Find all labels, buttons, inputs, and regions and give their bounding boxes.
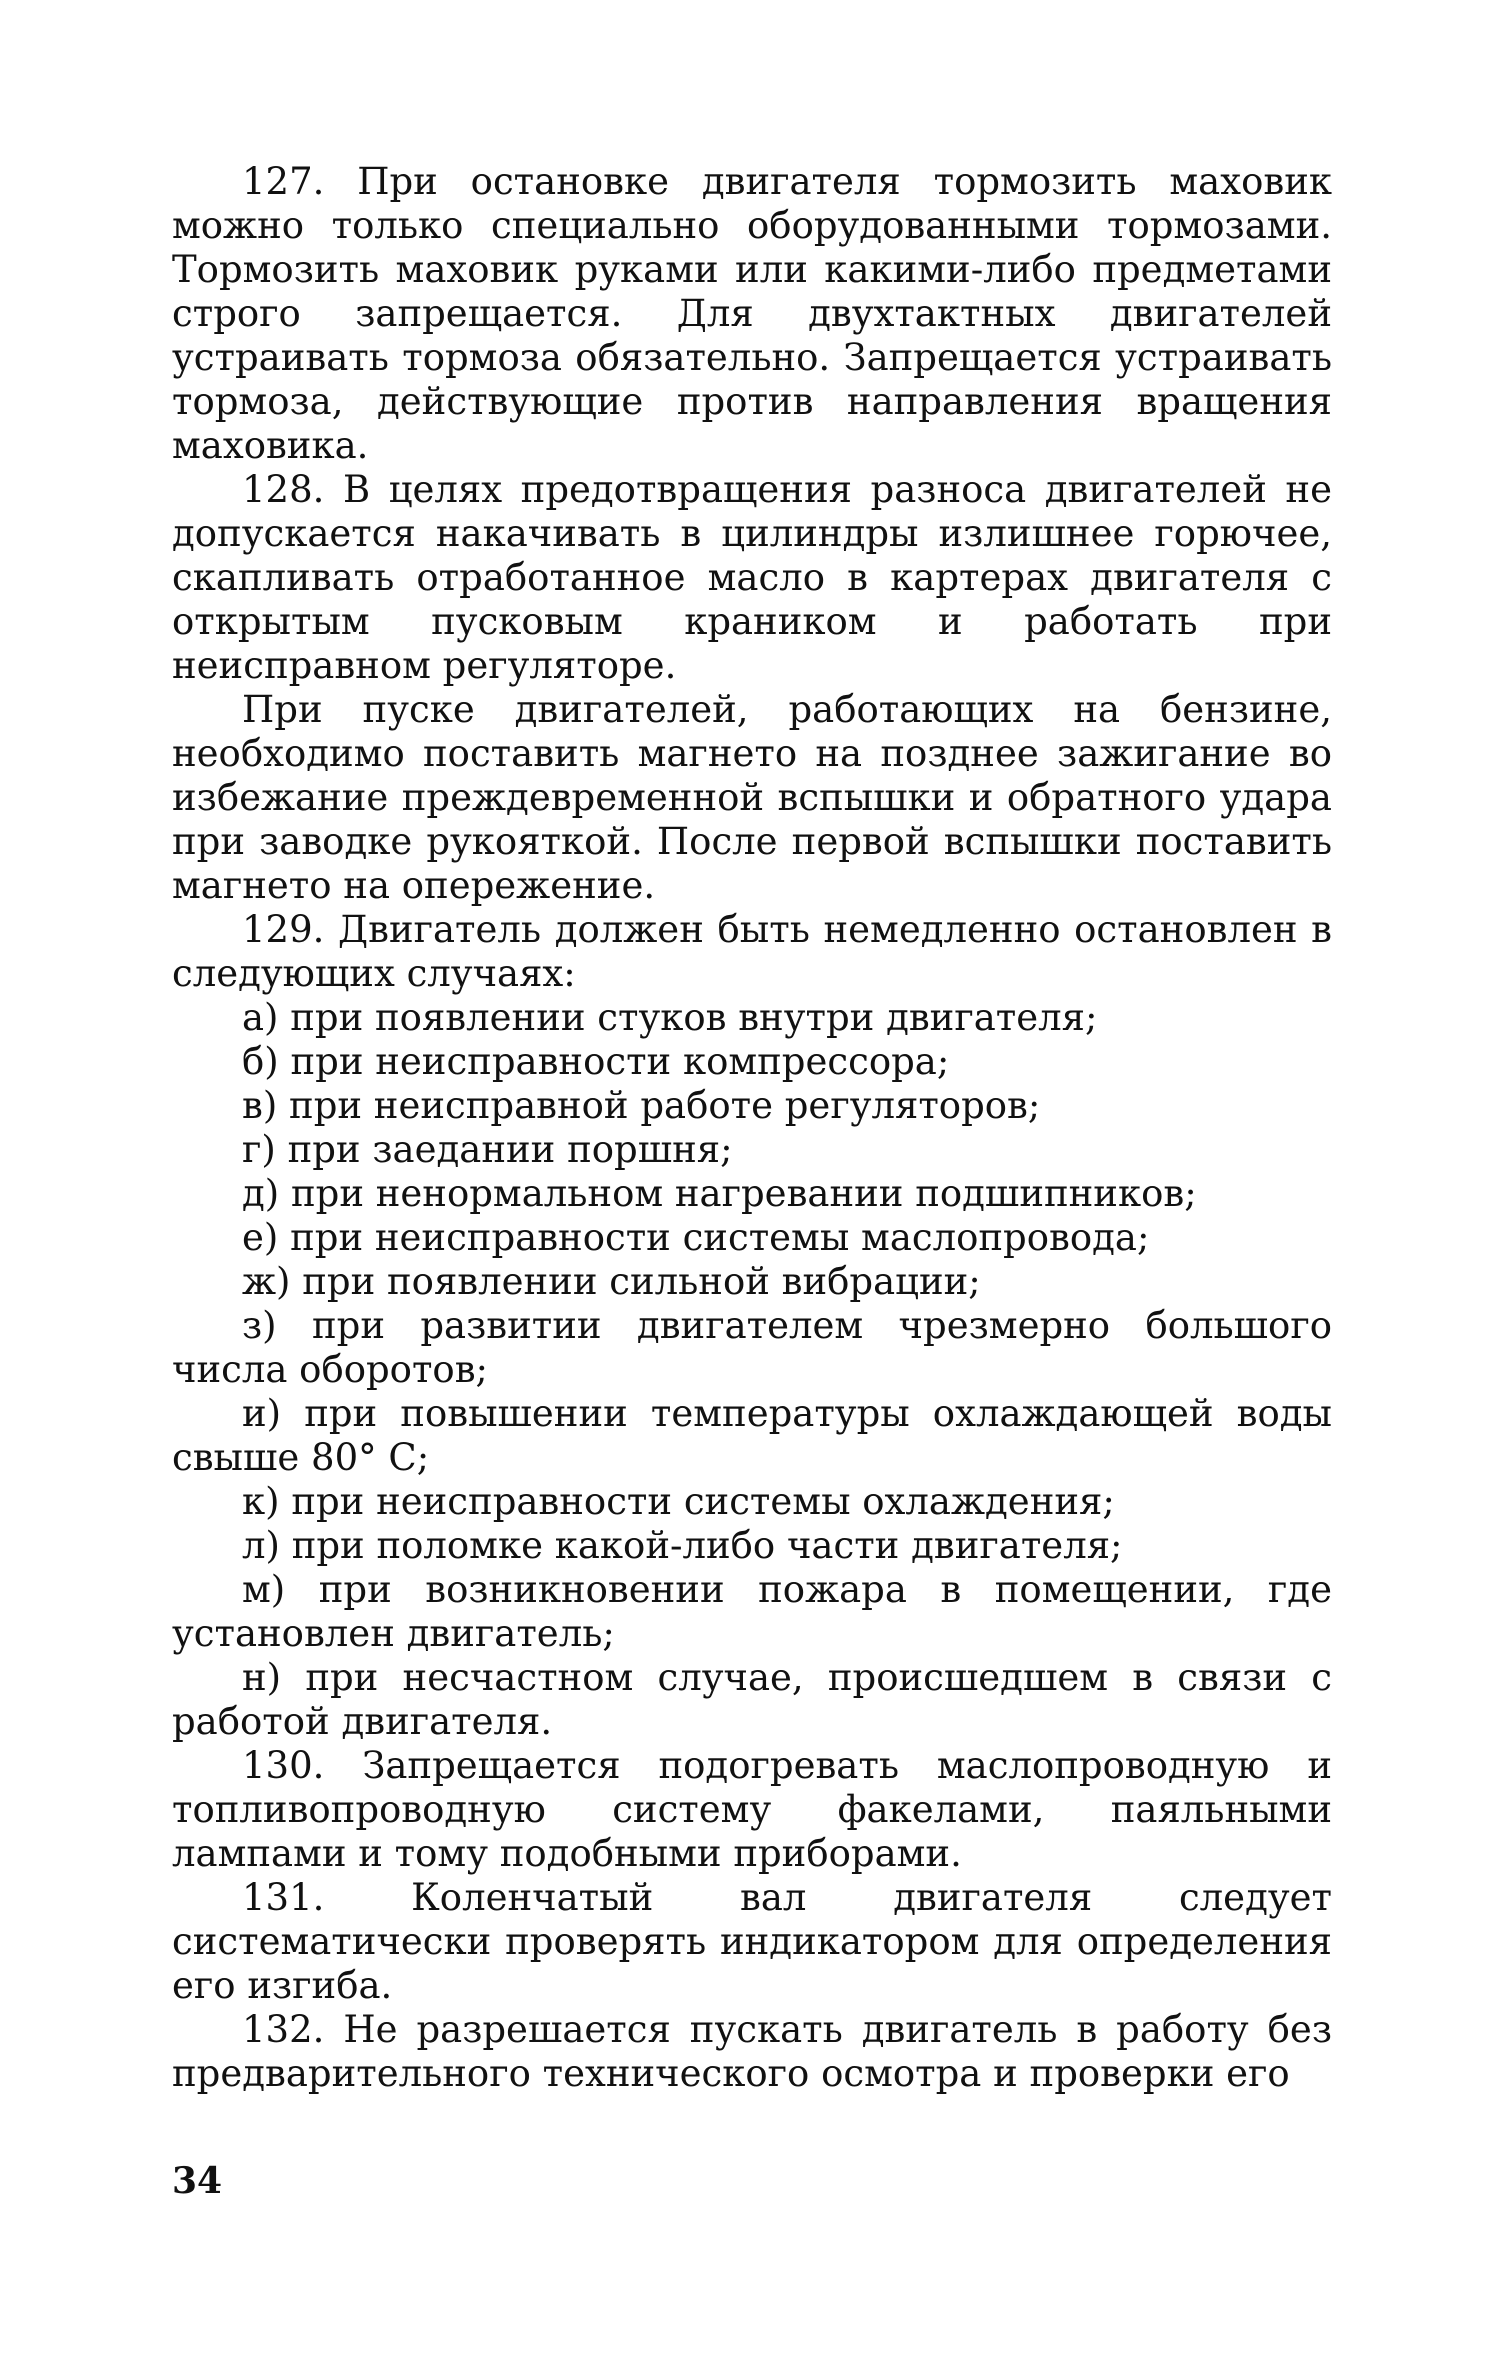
paragraph-132: 132. Не разрешается пускать двигатель в работу без предварительного технического осмотра и проверки его [172,2008,1332,2095]
list-item: д) при ненормальном нагревании подшипников; [242,1172,1197,1215]
list-item: а) при появлении стуков внутри двигателя; [242,996,1098,1039]
page-body [172,160,1332,2096]
list-item: м) при возникновении пожара в помещении, где установлен двигатель; [172,1568,1332,1655]
list-item: и) при повышении температуры охлаждающей воды свыше 80° С; [172,1392,1332,1479]
paragraph-127: 127. При остановке двигателя тормозить маховик можно только специально оборудованными тормозами. Тормозить маховик руками или какими-либо предметами строго запрещается. Для двухтактных двигателей устраивать тормоза обязательно. Запрещается устраивать тормоза, действующие против направления вращения маховика. [172,160,1332,467]
page-number: 34 [172,2160,223,2202]
list-item: в) при неисправной работе регуляторов; [242,1084,1041,1127]
paragraph-gasoline-start: При пуске двигателей, работающих на бензине, необходимо поставить магнето на позднее зажигание во избежание преждевременной вспышки и обратного удара при заводке рукояткой. После первой вспышки поставить магнето на опережение. [172,688,1332,907]
list-item: л) при поломке какой-либо части двигателя; [242,1524,1123,1567]
list-item: б) при неисправности компрессора; [242,1040,950,1083]
list-item: з) при развитии двигателем чрезмерно большого числа оборотов; [172,1304,1332,1391]
paragraph-129: 129. Двигатель должен быть немедленно остановлен в следующих случаях: [172,908,1332,995]
list-item: е) при неисправности системы маслопровода; [242,1216,1150,1259]
paragraph-128: 128. В целях предотвращения разноса двигателей не допускается накачивать в цилиндры излишнее горючее, скапливать отработанное масло в картерах двигателя с открытым пусковым краником и работать при неисправном регуляторе. [172,468,1332,687]
list-item: г) при заедании поршня; [242,1128,733,1171]
stop-conditions-list [172,996,1332,1744]
list-item: ж) при появлении сильной вибрации; [242,1260,981,1303]
list-item: к) при неисправности системы охлаждения; [242,1480,1115,1523]
list-item: н) при несчастном случае, происшедшем в связи с работой двигателя. [172,1656,1332,1743]
paragraph-130: 130. Запрещается подогревать маслопроводную и топливопроводную систему факелами, паяльными лампами и тому подобными приборами. [172,1744,1332,1875]
paragraph-131: 131. Коленчатый вал двигателя следует систематически проверять индикатором для определения его изгиба. [172,1876,1332,2007]
